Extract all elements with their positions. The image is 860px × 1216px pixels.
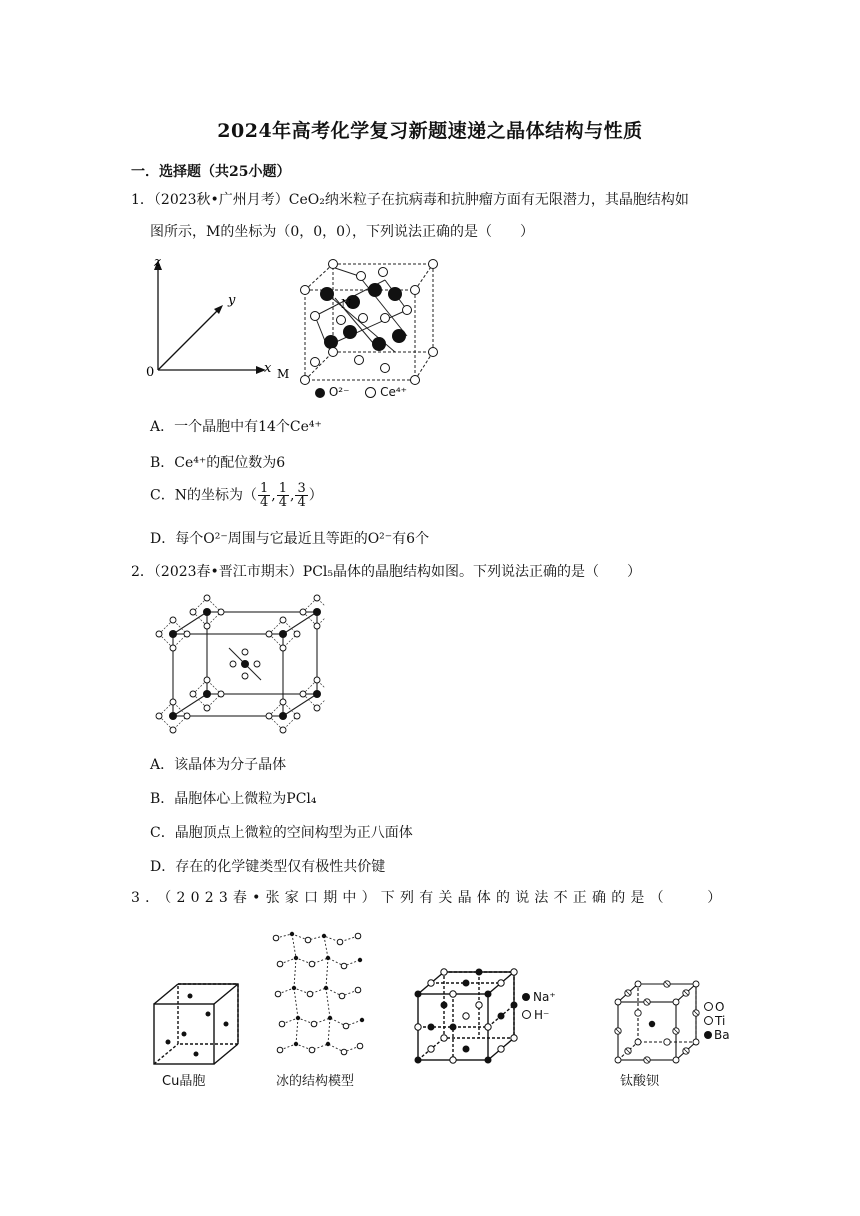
ice-caption: 冰的结构模型 [276,1074,355,1089]
q1-stem-line2: 图所示，M的坐标为（0，0，0），下列说法正确的是（ ） [150,224,535,240]
q1-legend [315,385,407,399]
q1-option-d: D．每个O²⁻周围与它最近且等距的O²⁻有6个 [150,531,430,547]
x-axis-label: x [264,361,272,376]
batio3-caption: 钛酸钡 [620,1074,660,1089]
q2-option-c: C．晶胞顶点上微粒的空间构型为正八面体 [150,825,413,841]
frac-y: $\frac{1}{4}$ [278,481,287,510]
cu-caption: Cu晶胞 [162,1074,206,1089]
h-legend-row: H⁻ [522,1006,556,1024]
o2-legend-label: O²⁻ [328,385,350,399]
batio3-unit-cell [612,978,702,1068]
q1-option-c-suffix: ） [308,487,323,504]
q2-stem: 2．（2023春•晋江市期末）PCl₅晶体的晶胞结构如图。下列说法正确的是（ ） [131,564,642,580]
q1-option-c: C．N的坐标为（ $\frac{1}{4}$ , $\frac{1}{4}$ , $\frac{3}{4}$ ） [150,481,323,510]
z-axis-label: z [154,255,161,270]
m-label: M [277,367,290,381]
frac-x: $\frac{1}{4}$ [259,481,269,510]
nah-legend [522,988,556,1024]
cu-unit-cell [148,978,248,1068]
cl-atoms [156,595,320,733]
na-legend-row: Na⁺ [522,988,556,1006]
ce4-legend-label: Ce⁴⁺ [380,385,407,399]
q1-option-b: B．Ce⁴⁺的配位数为6 [150,455,286,471]
ti-legend-row: Ti [704,1014,730,1028]
origin-label: 0 [146,365,155,380]
ceo2-unit-cell [275,250,445,400]
q1-option-c-prefix: C．N的坐标为（ [150,487,257,504]
ice-structure-model [268,924,378,1064]
q2-option-a: A．该晶体为分子晶体 [150,757,287,773]
frac-z: $\frac{3}{4}$ [297,481,306,510]
pcl5-unit-cell [145,594,325,734]
o-legend-row: O [704,1000,730,1014]
q2-option-d: D．存在的化学键类型仅有极性共价键 [150,859,386,875]
n-label: N [341,297,352,311]
ba-legend-row: Ba [704,1028,730,1042]
q3-stem: 3．（2023春•张家口期中）下列有关晶体的说法不正确的是（ ） [131,890,727,906]
q1-stem-line1: 1．（2023秋•广州月考）CeO₂纳米粒子在抗病毒和抗肿瘤方面有无限潜力，其晶胞结构如 [131,192,689,208]
nah-unit-cell [412,966,522,1066]
q1-axes-figure [140,252,280,382]
q2-option-b: B．晶胞体心上微粒为PCl₄ [150,791,317,807]
o2-legend-marker [315,388,325,398]
batio3-legend [704,1000,730,1042]
ce4-ions [301,260,438,385]
q1-option-a: A．一个晶胞中有14个Ce⁴⁺ [150,419,322,435]
ce4-legend-marker [365,387,376,398]
section-heading: 一．选择题（共25小题） [131,164,291,180]
document-title: 2024年高考化学复习新题速递之晶体结构与性质 [217,120,643,142]
y-axis-label: y [228,293,236,308]
